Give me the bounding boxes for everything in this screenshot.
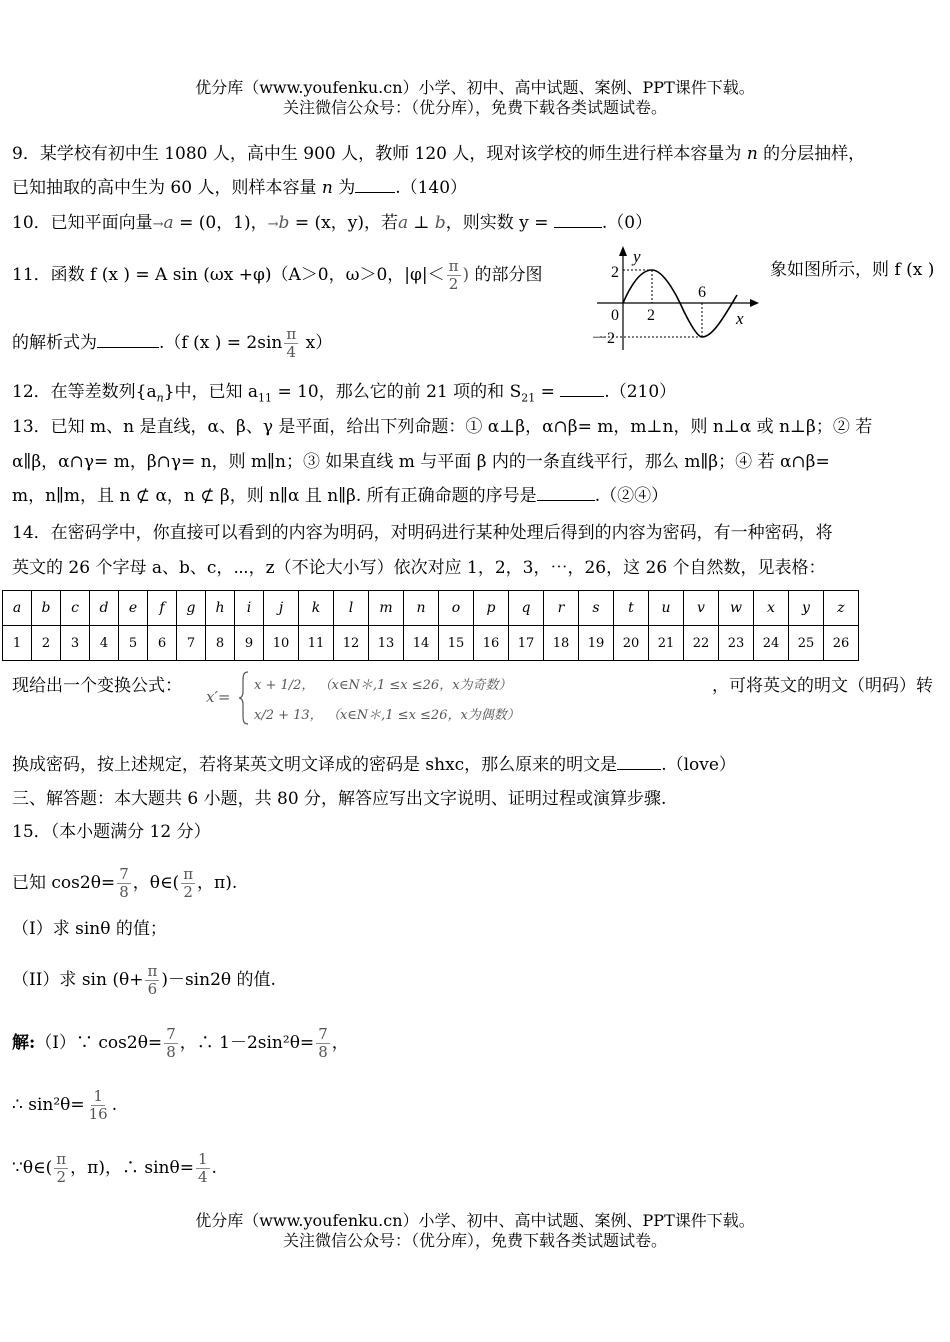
footer-line-1: 优分库（www.youfenku.cn）小学、初中、高中试题、案例、PPT课件下载。 xyxy=(195,1211,755,1230)
formula-case-odd: x + 1/2， （x∈N＊,1 ≤x ≤26，x为奇数） xyxy=(254,678,512,693)
q15-given: 已知 cos2θ= $\frac{7}{8}$ ，θ∈( $\frac{\pi}{2}$ ，π). xyxy=(12,865,238,901)
cipher-letter-cell: c xyxy=(61,591,90,626)
q14-line-1: 14．在密码学中，你直接可以看到的内容为明码，对明码进行某种处理后得到的内容为密码，有一种密码，将 xyxy=(12,523,833,543)
cipher-number-cell: 3 xyxy=(61,626,90,661)
q9-line-2: 已知抽取的高中生为 60 人，则样本容量 n 为 .（140） xyxy=(12,178,468,198)
tick-x-6: 6 xyxy=(698,284,706,301)
cipher-letter-cell: b xyxy=(32,591,61,626)
tick-x-2: 2 xyxy=(647,307,655,324)
q15-solution-line-2: ∴ sin²θ= $\frac{1}{16}$ . xyxy=(12,1087,118,1123)
cipher-letter-cell: f xyxy=(148,591,177,626)
q15-solution-line-3: ∵θ∈( $\frac{\pi}{2}$ ，π)，∴ sinθ= $\frac{1}{4}$ . xyxy=(12,1150,217,1186)
cipher-letter-cell: k xyxy=(299,591,334,626)
cipher-number-cell: 6 xyxy=(148,626,177,661)
cipher-number-cell: 17 xyxy=(509,626,544,661)
header-line-1: 优分库（www.youfenku.cn）小学、初中、高中试题、案例、PPT课件下载。 xyxy=(195,78,755,97)
cipher-number-cell: 11 xyxy=(299,626,334,661)
cipher-letter-cell: t xyxy=(614,591,649,626)
cipher-number-cell: 18 xyxy=(544,626,579,661)
cipher-letter-cell: r xyxy=(544,591,579,626)
cipher-number-cell: 19 xyxy=(579,626,614,661)
cipher-number-cell: 4 xyxy=(90,626,119,661)
cipher-number-cell: 12 xyxy=(334,626,369,661)
cipher-letter-cell: i xyxy=(235,591,264,626)
cipher-letter-cell: e xyxy=(119,591,148,626)
cipher-number-cell: 20 xyxy=(614,626,649,661)
cipher-letter-cell: n xyxy=(404,591,439,626)
cipher-letter-cell: j xyxy=(264,591,299,626)
cipher-number-cell: 7 xyxy=(177,626,206,661)
cipher-letter-cell: z xyxy=(824,591,859,626)
frac-pi-over-4: $\frac{\pi}{4}$ xyxy=(286,325,297,361)
cipher-number-cell: 22 xyxy=(684,626,719,661)
tick-y-neg2: －2 xyxy=(591,330,616,347)
q12-line: 12．在等差数列$\{a_n\}$中，已知 $a_{11} = 10$，那么它的前 21 项的和 $S_{21} = .(210)$ xyxy=(12,382,677,405)
cipher-letter-cell: s xyxy=(579,591,614,626)
cipher-letter-cell: d xyxy=(90,591,119,626)
q15-solution-line-1: 解:（I）∵ cos2θ= $\frac{7}{8}$ ，∴ 1－2sin²θ= $\frac{7}{8}$ ， xyxy=(12,1025,349,1061)
cipher-letter-cell: w xyxy=(719,591,754,626)
cipher-number-cell: 8 xyxy=(206,626,235,661)
cipher-number-cell: 13 xyxy=(369,626,404,661)
cipher-letter-cell: a xyxy=(3,591,32,626)
cipher-number-cell: 21 xyxy=(649,626,684,661)
cipher-letter-cell: o xyxy=(439,591,474,626)
section-3-heading: 三、解答题：本大题共 6 小题，共 80 分，解答应写出文字说明、证明过程或演算步骤. xyxy=(12,789,667,809)
cipher-letter-cell: p xyxy=(474,591,509,626)
y-axis-arrow-icon xyxy=(619,246,627,256)
footer-line-2: 关注微信公众号：（优分库），免费下载各类试题试卷。 xyxy=(282,1231,667,1250)
q15-part-2: （II）求 sin (θ+ $\frac{\pi}{6}$ )－sin2θ 的值. xyxy=(12,962,276,998)
cipher-number-cell: 9 xyxy=(235,626,264,661)
cipher-letter-cell: h xyxy=(206,591,235,626)
formula-lhs: x′= xyxy=(206,688,231,706)
cipher-table xyxy=(2,590,859,661)
cipher-number-cell: 10 xyxy=(264,626,299,661)
q11-line-1-right: 象如图所示，则 f (x ) xyxy=(770,260,935,280)
q14-line-2: 英文的 26 个字母 a、b、c，⋯，z（不论大小写）依次对应 1，2，3，⋯，26，这 26 个自然数，见表格： xyxy=(12,558,826,578)
cipher-letter-cell: v xyxy=(684,591,719,626)
q15-title: 15．（本小题满分 12 分） xyxy=(12,822,211,842)
cipher-number-cell: 25 xyxy=(789,626,824,661)
q9-line-1: 9．某学校有初中生 1080 人，高中生 900 人，教师 120 人，现对该学校的师生进行样本容量为 n 的分层抽样， xyxy=(12,144,866,164)
formula-case-even: x/2 + 13， （x∈N＊,1 ≤x ≤26，x为偶数） xyxy=(254,708,520,723)
q10-line: 10．已知平面向量→a = (0，1)，→b = (x，y)，若a ⊥ b，则实数 y = .（0） xyxy=(12,213,653,233)
cipher-number-cell: 26 xyxy=(824,626,859,661)
cipher-letter-cell: y xyxy=(789,591,824,626)
sine-graph xyxy=(585,240,765,352)
cipher-letter-cell: x xyxy=(754,591,789,626)
x-axis-arrow-icon xyxy=(750,299,759,307)
x-label: x xyxy=(736,309,744,328)
cipher-number-cell: 1 xyxy=(3,626,32,661)
tick-y-2: 2 xyxy=(611,264,619,281)
cipher-number-cell: 14 xyxy=(404,626,439,661)
cipher-number-cell: 16 xyxy=(474,626,509,661)
q13-line-1: 13．已知 m、n 是直线，α、β、γ 是平面，给出下列命题：① α⊥β，α∩β= m，m⊥n，则 n⊥α 或 n⊥β；② 若 xyxy=(12,417,873,437)
cipher-number-cell: 5 xyxy=(119,626,148,661)
cipher-letter-cell: m xyxy=(369,591,404,626)
cipher-letter-cell: u xyxy=(649,591,684,626)
cipher-number-cell: 23 xyxy=(719,626,754,661)
cipher-number-row xyxy=(3,626,859,661)
q14-line-3-right: ，可将英文的明文（明码）转 xyxy=(712,676,933,696)
q13-line-2: α∥β，α∩γ= m，β∩γ= n，则 m∥n；③ 如果直线 m 与平面 β 内的一条直线平行，那么 m∥β；④ 若 α∩β= xyxy=(12,452,830,472)
cipher-letter-cell: g xyxy=(177,591,206,626)
cipher-number-cell: 2 xyxy=(32,626,61,661)
y-label: y xyxy=(633,247,641,266)
q14-line-3: 现给出一个变换公式： xyxy=(12,676,182,696)
formula-brace xyxy=(238,670,250,726)
frac-pi-over-2: $\frac{\pi}{2}$ xyxy=(448,257,459,293)
tick-origin: 0 xyxy=(611,307,619,324)
q11-line-1: 11．函数 f (x ) = A sin (ωx +φ)（A＞0，ω＞0，|φ|＜ $\frac{\pi}{2}$ ) 的部分图 xyxy=(12,257,543,293)
cipher-number-cell: 15 xyxy=(439,626,474,661)
cipher-letter-cell: l xyxy=(334,591,369,626)
q14-line-4: 换成密码，按上述规定，若将某英文明文译成的密码是 shxc，那么原来的明文是 .（love） xyxy=(12,755,736,775)
header-line-2: 关注微信公众号：（优分库），免费下载各类试题试卷。 xyxy=(282,98,667,117)
cipher-letter-row xyxy=(3,591,859,626)
cipher-letter-cell: q xyxy=(509,591,544,626)
cipher-number-cell: 24 xyxy=(754,626,789,661)
q15-part-1: （I）求 sinθ 的值； xyxy=(12,919,167,939)
q13-line-3: m，n∥m，且 n ⊄ α，n ⊄ β，则 n∥α 且 n∥β. 所有正确命题的序号是 .（②④） xyxy=(12,486,669,506)
q11-line-2: 的解析式为 .（f (x ) = 2sin $\frac{\pi}{4}$ x） xyxy=(12,325,333,361)
